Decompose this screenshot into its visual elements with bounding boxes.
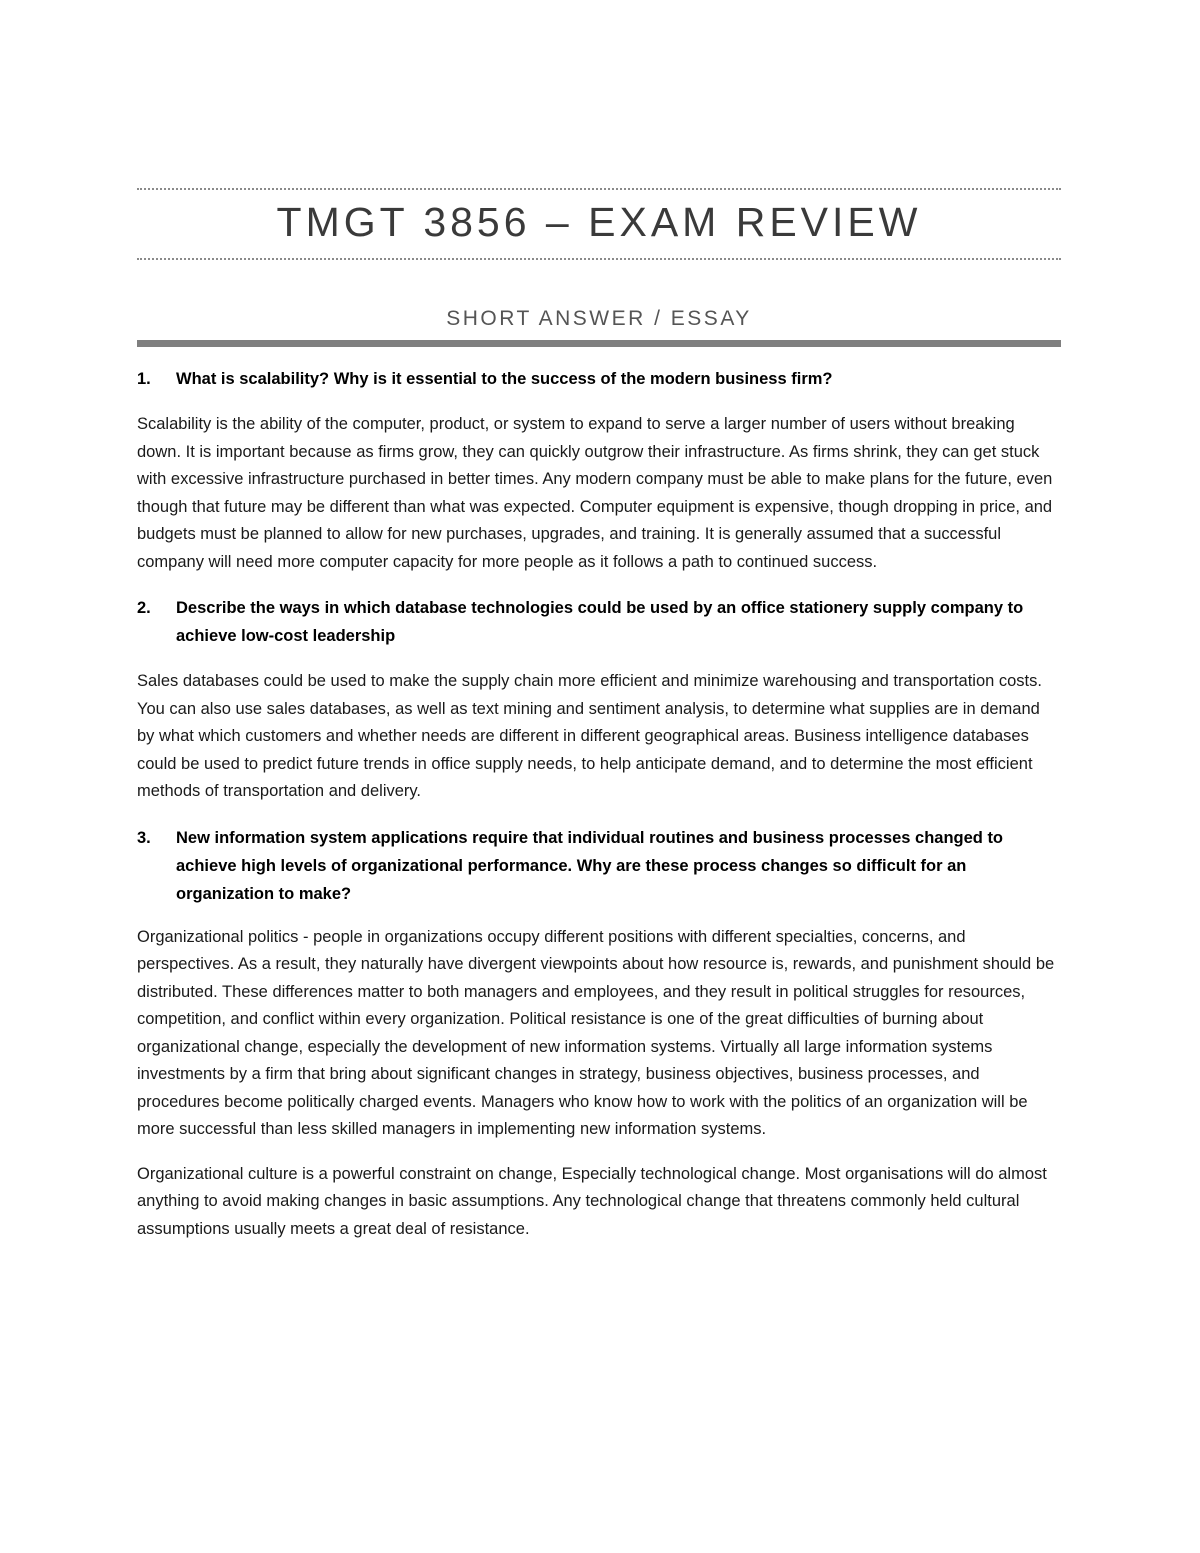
question-2 [137, 594, 1061, 650]
question-number: 3. [137, 828, 151, 847]
question-number: 2. [137, 599, 151, 617]
answer-3-paragraph-1: Organizational politics - people in organizations occupy different positions with different specialties, concerns, and perspectives. As a result, they naturally have divergent viewpoints about how resource is, rewards, and punishment should be distributed. These differences matter to both managers and employees, and they result in political struggles for resources, competition, and conflict within every organization. Political resistance is one of the great difficulties of burning about organizational change, especially the development of new information systems. Virtually all large information systems investments by a firm that bring about significant changes in strategy, business objectives, business processes, and procedures become politically charged events. Managers who know how to work with the politics of an organization will be more successful than less skilled managers in implementing new information systems. [137, 927, 1055, 1138]
document-body [137, 188, 1061, 1243]
question-text: What is scalability? Why is it essential to the success of the modern business firm? [176, 370, 833, 388]
document-title: TMGT 3856 – EXAM REVIEW [276, 199, 922, 245]
question-text: New information system applications require that individual routines and business processes changed to achieve high levels of organizational performance. Why are these process changes so difficult for an organization to make? [176, 828, 1004, 903]
answer-2-paragraph: Sales databases could be used to make the supply chain more efficient and minimize warehousing and transportation costs. You can also use sales databases, as well as text mining and sentiment analysis, to determine what supplies are in demand by what which customers and whether needs are different in different geographical areas. Business intelligence databases could be used to predict future trends in office supply needs, to help anticipate demand, and to determine the most efficient methods of transportation and delivery. [137, 672, 1042, 800]
answer-1-paragraph: Scalability is the ability of the computer, product, or system to expand to serve a larger number of users without breaking down. It is important because as firms grow, they can quickly outgrow their infrastructure. As firms shrink, they can get stuck with excessive infrastructure purchased in better times. Any modern company must be able to make plans for the future, even though that future may be different than what was expected. Computer equipment is expensive, though dropping in price, and budgets must be planned to allow for new purchases, upgrades, and training. It is generally assumed that a successful company will need more computer capacity for more people as it follows a path to continued success. [137, 415, 1053, 571]
question-number: 1. [137, 370, 151, 388]
section-heading: SHORT ANSWER / ESSAY [446, 307, 752, 330]
question-3 [137, 824, 1061, 908]
question-text: Describe the ways in which database technologies could be used by an office stationery supply company to achieve low-cost leadership [176, 599, 1024, 645]
answer-3-paragraph-2: Organizational culture is a powerful constraint on change, Especially technological change. Most organisations will do almost anything to avoid making changes in basic assumptions. Any technological change that threatens commonly held cultural assumptions usually meets a great deal of resistance. [137, 1164, 1047, 1238]
title-bottom-divider [137, 258, 1061, 260]
question-1 [137, 365, 1061, 393]
section-divider [137, 340, 1061, 347]
